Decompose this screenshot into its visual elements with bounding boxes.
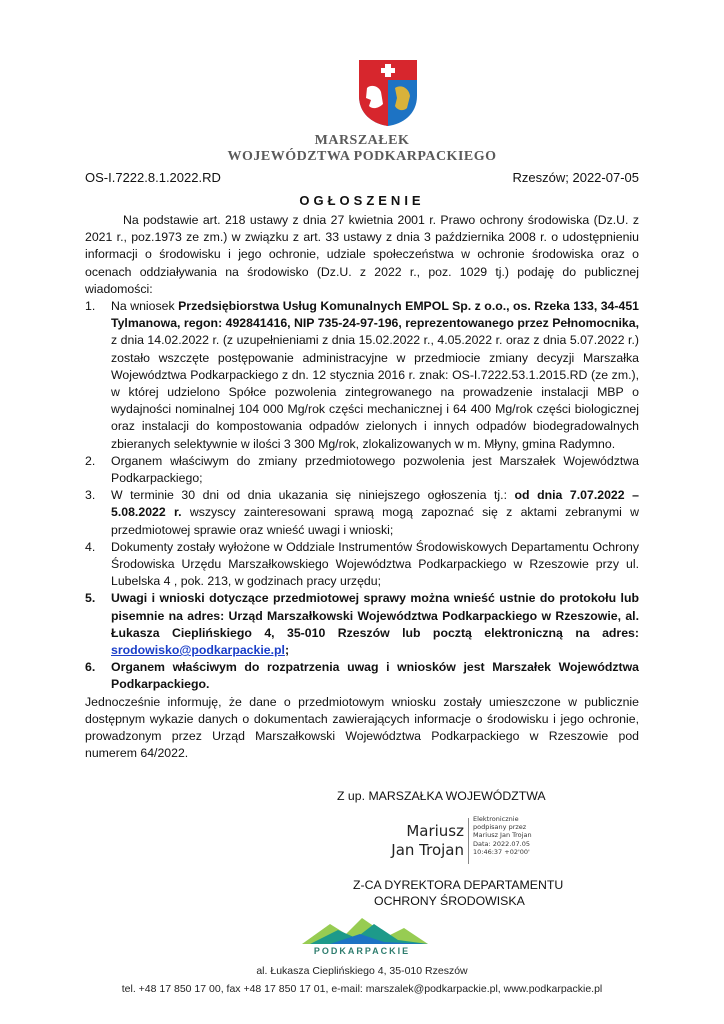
list-number: 4. <box>85 539 96 554</box>
footer-brand: PODKARPACKIE <box>313 946 411 956</box>
signature-meta-line: Elektronicznie <box>473 815 519 823</box>
list-text: Na wniosek <box>111 299 179 314</box>
list-number: 6. <box>85 660 96 675</box>
email-link[interactable]: srodowisko@podkarpackie.pl <box>111 643 285 658</box>
list-item <box>85 298 639 453</box>
signature-name <box>372 822 464 860</box>
footer-address: al. Łukasza Cieplińskiego 4, 35-010 Rzeszów <box>256 965 468 977</box>
list-text-bold: Uwagi i wnioski dotyczące przedmiotowej sprawy można wnieść ustnie do protokołu lub pisemnie na adres: Urząd Marszałkowski Województwa Podkarpackiego w Rzeszowie, al. Łukasza Cieplińskiego 4, 35-010 Rzeszów lub pocztą elektroniczną na adres: <box>111 591 639 640</box>
list-text-bold: ; <box>284 643 290 658</box>
signature-meta-line: Data: 2022.07.05 <box>473 839 530 848</box>
signature-divider <box>468 818 469 864</box>
list-number: 1. <box>85 299 96 314</box>
list-item <box>85 453 639 487</box>
signature-meta-line: Mariusz Jan Trojan <box>473 831 532 840</box>
list-item <box>85 539 639 591</box>
list-number: 5. <box>85 591 96 606</box>
signer-title-line2: OCHRONY ŚRODOWISKA <box>374 894 525 908</box>
signature-meta <box>473 815 532 856</box>
list-text: wszyscy zainteresowani sprawą mogą zapoznać się z aktami zebranymi w przedmiotowej sprawie oraz wnieść uwagi i wnioski; <box>111 505 639 537</box>
list-text: z dnia 14.02.2022 r. (z uzupełnieniami z dnia 15.02.2022 r., 4.05.2022 r. oraz z dnia 5.07.2022 r.) zostało wszczęte postępowanie administracyjne w przedmiocie zmiany decyzji Marszałka Województwa Podkarpackiego z dn. 12 stycznia 2016 r. znak: OS-I.7222.53.1.2015.RD (ze zm.), w której udzielono Spółce pozwolenia zintegrowanego na prowadzenie instalacji MBP o wydajności nominalnej 104 000 Mg/rok części mechanicznej i 64 400 Mg/rok części biologicznej oraz instalacji do kompostowania odpadów zielonych i innych odpadów biodegradowalnych zbieranych selektywnie w ilości 3 300 Mg/rok, zlokalizowanych w m. Młyny, gmina Radymno. <box>111 333 639 451</box>
list-item <box>85 590 639 659</box>
org-title-line2: WOJEWÓDZTWA PODKARPACKIEGO <box>227 149 497 164</box>
list-text: Dokumenty zostały wyłożone w Oddziale Instrumentów Środowiskowych Departamentu Ochrony Środowiska Urzędu Marszałkowskiego Województwa Podkarpackiego w Rzeszowie przy ul. Lubelska 4 , pok. 213, w godzinach pracy urzędu; <box>111 539 639 589</box>
list-text-bold: Organem właściwym do rozpatrzenia uwag i wniosków jest Marszałek Województwa Podkarpackiego. <box>111 660 639 692</box>
coat-of-arms-icon <box>357 58 419 128</box>
footer-contact: tel. +48 17 850 17 00, fax +48 17 850 17 01, e-mail: marszalek@podkarpackie.pl, www.podkarpackie.pl <box>121 983 603 995</box>
closing-paragraph: Jednocześnie informuję, że dane o przedmiotowym wniosku zostały umieszczone w publicznie dostępnym wykazie danych o dokumentach zawierających informacje o środowisku i jego ochronie, prowadzonym przez Urząd Marszałkowski Województwa Podkarpackiego w Rzeszowie pod numerem 64/2022. <box>85 694 639 761</box>
announcement-list <box>85 298 639 694</box>
place-date: Rzeszów; 2022-07-05 <box>512 170 639 185</box>
list-text: W terminie 30 dni od dnia ukazania się niniejszego ogłoszenia tj.: <box>111 488 515 503</box>
list-number: 3. <box>85 488 96 503</box>
reference-number: OS-I.7222.8.1.2022.RD <box>85 170 221 185</box>
signature-meta-line: 10:46:37 +02'00' <box>473 847 530 856</box>
on-behalf-line: Z up. MARSZAŁKA WOJEWÓDZTWA <box>337 789 546 803</box>
org-title-line1: MARSZAŁEK <box>314 133 410 148</box>
list-text-bold: Przedsiębiorstwa Usług Komunalnych EMPOL Sp. z o.o., os. Rzeka 133, 34-451 Tylmanowa, regon: 492841416, NIP 735-24-97-196, reprezentowanego przez Pełnomocnika, <box>111 299 639 331</box>
document-body <box>85 212 639 763</box>
signature-meta-line: podpisany przez <box>473 823 527 832</box>
list-item <box>85 487 639 539</box>
signature-name-line2: Jan Trojan <box>391 841 464 859</box>
list-text: Organem właściwym do zmiany przedmiotowego pozwolenia jest Marszałek Województwa Podkarpackiego; <box>111 453 639 486</box>
signature-name-line1: Mariusz <box>406 822 464 840</box>
podkarpackie-logo-icon <box>300 912 430 948</box>
document-heading: OGŁOSZENIE <box>299 193 425 208</box>
signer-title-line1: Z-CA DYREKTORA DEPARTAMENTU <box>353 878 564 892</box>
intro-paragraph: Na podstawie art. 218 ustawy z dnia 27 kwietnia 2001 r. Prawo ochrony środowiska (Dz.U. z 2021 r., poz.1973 ze zm.) w związku z art. 33 ustawy z dnia 3 października 2008 r. o udostępnieniu informacji o środowisku i jego ochronie, udziale społeczeństwa w ochronie środowiska oraz o ocenach oddziaływania na środowisko (Dz.U. z 2022 r., poz. 1029 tj.) podaję do publicznej wiadomości: <box>85 213 639 296</box>
list-item <box>85 659 639 693</box>
list-number: 2. <box>85 453 96 468</box>
list-text-bold: od dnia 7.07.2022 – 5.08.2022 r. <box>111 488 639 520</box>
